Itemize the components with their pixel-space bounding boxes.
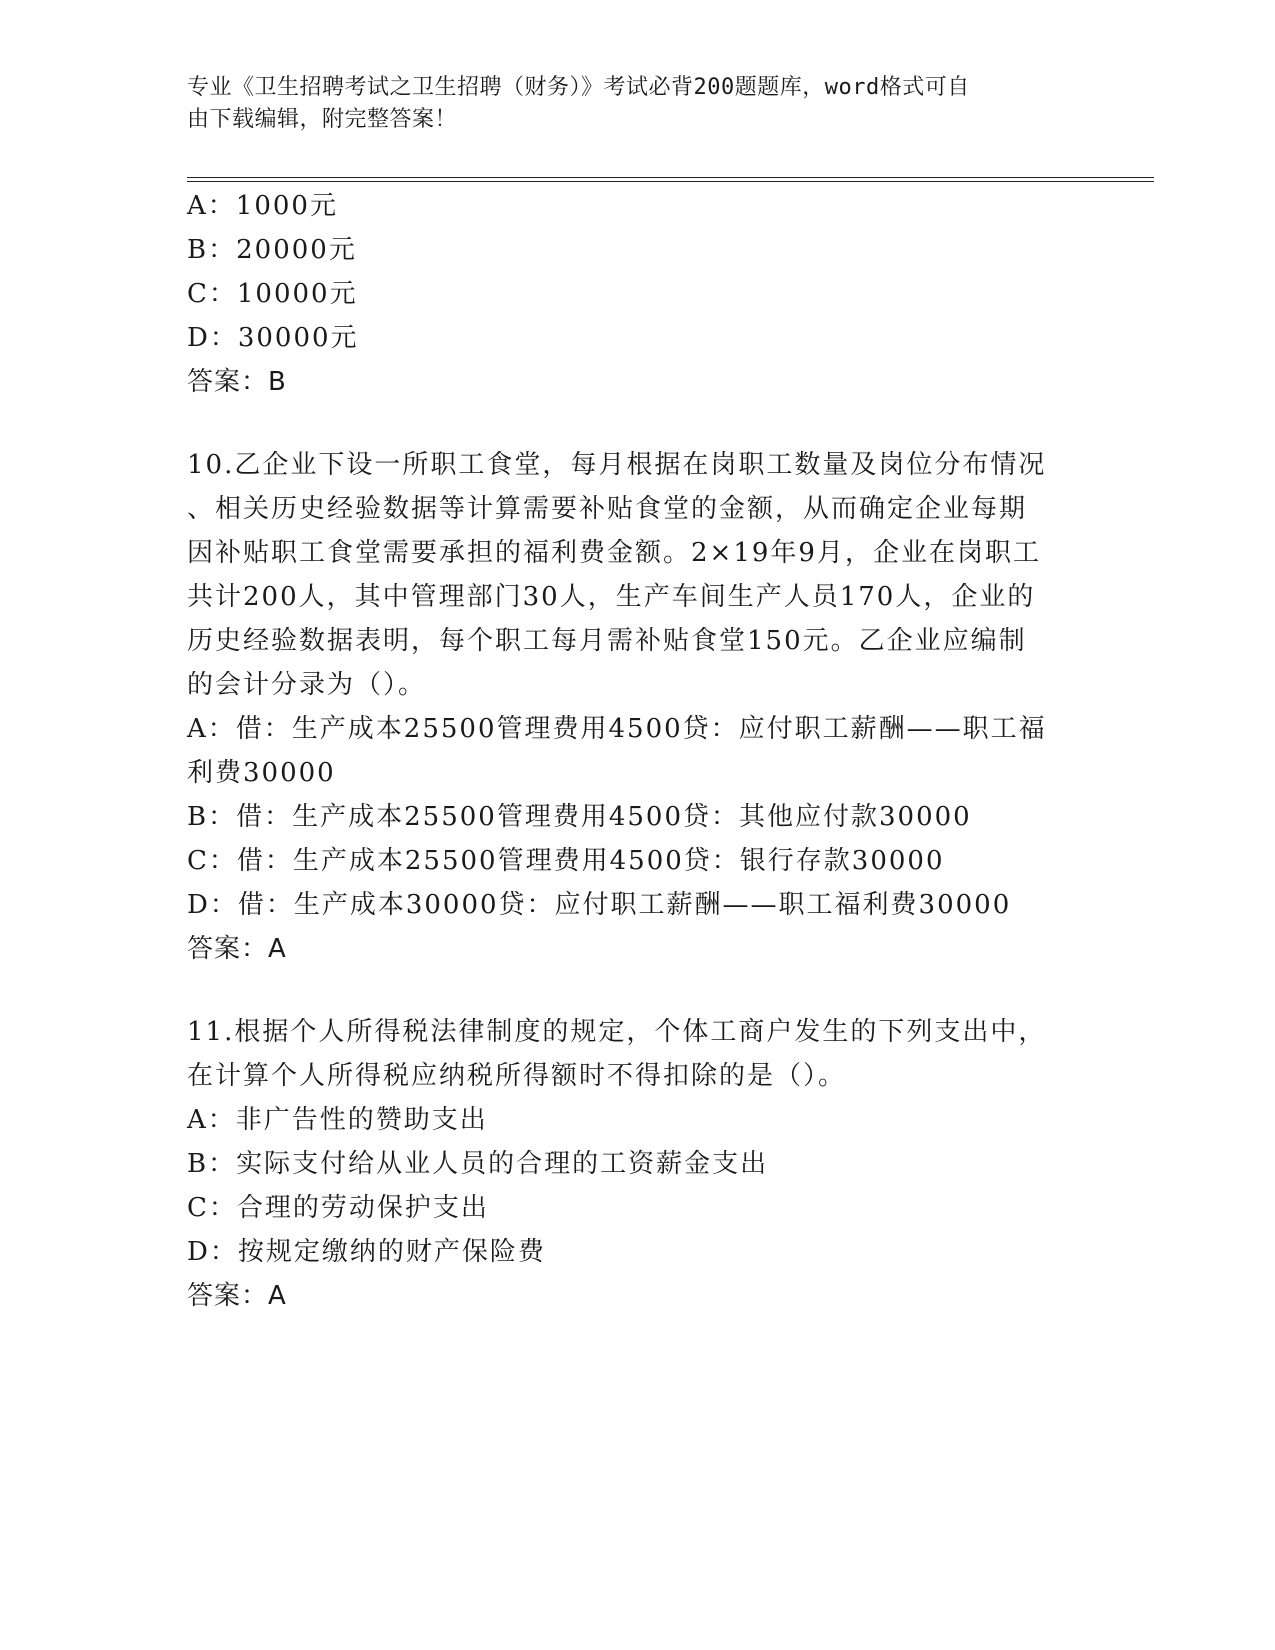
q9-option-a: A：1000元 — [187, 191, 338, 221]
q11-option-d: D：按规定缴纳的财产保险费 — [187, 1237, 546, 1267]
q9-option-b: B：20000元 — [187, 235, 357, 265]
q11-stem-line: 在计算个人所得税应纳税所得额时不得扣除的是（）。 — [187, 1061, 847, 1091]
q10-option-c: C：借：生产成本25500管理费用4500贷：银行存款30000 — [187, 846, 945, 876]
q11-stem-line: 11.根据个人所得税法律制度的规定，个体工商户发生的下列支出中， — [187, 1017, 1047, 1047]
q11-option-b: B：实际支付给从业人员的合理的工资薪金支出 — [187, 1149, 769, 1179]
q9-option-d: D：30000元 — [187, 323, 359, 353]
q10-answer: 答案：A — [187, 934, 287, 964]
q10-stem-line: 历史经验数据表明，每个职工每月需补贴食堂150元。乙企业应编制 — [187, 626, 1027, 656]
q10-option-a-continued: 利费30000 — [187, 758, 336, 788]
q11-option-a: A：非广告性的赞助支出 — [187, 1105, 488, 1135]
q11-answer: 答案：A — [187, 1281, 287, 1311]
header-line-2: 由下载编辑，附完整答案！ — [187, 107, 458, 132]
q10-stem-line: 、相关历史经验数据等计算需要补贴食堂的金额，从而确定企业每期 — [187, 494, 1028, 524]
q9-answer: 答案：B — [187, 367, 287, 397]
q9-option-c: C：10000元 — [187, 279, 358, 309]
q10-option-b: B：借：生产成本25500管理费用4500贷：其他应付款30000 — [187, 802, 972, 832]
q11-option-c: C：合理的劳动保护支出 — [187, 1193, 489, 1223]
header-line-1: 专业《卫生招聘考试之卫生招聘（财务）》考试必背200题题库，word格式可自 — [187, 75, 970, 100]
q10-option-d: D：借：生产成本30000贷：应付职工薪酬——职工福利费30000 — [187, 890, 1012, 920]
q10-stem-line: 的会计分录为（）。 — [187, 670, 427, 700]
q10-stem-line: 10.乙企业下设一所职工食堂，每月根据在岗职工数量及岗位分布情况 — [187, 450, 1047, 480]
q10-stem-line: 共计200人，其中管理部门30人，生产车间生产人员170人，企业的 — [187, 582, 1036, 612]
q10-option-a: A：借：生产成本25500管理费用4500贷：应付职工薪酬——职工福 — [187, 714, 1047, 744]
header-divider-bottom — [187, 181, 1154, 182]
document-header — [187, 72, 1067, 136]
header-divider-top — [187, 177, 1154, 178]
q10-stem-line: 因补贴职工食堂需要承担的福利费金额。2×19年9月，企业在岗职工 — [187, 538, 1041, 568]
